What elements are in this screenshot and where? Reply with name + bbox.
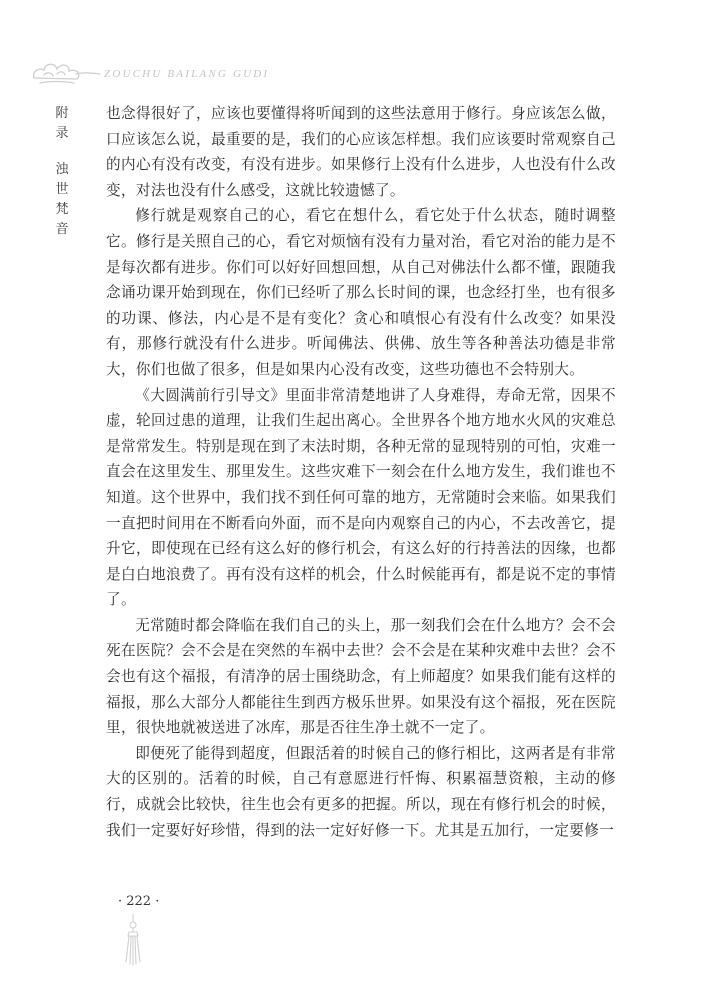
section-side-label [52,104,72,240]
page-footer [118,890,198,970]
page-number: · 222 · [118,894,160,909]
running-header [30,56,330,96]
paragraph: 无常随时都会降临在我们自己的头上，那一刻我们会在什么地方？会不会死在医院？会不会是在突然的车祸中去世？会不会是在某种灾难中去世？会不会也有这个福报，有清净的居士围绕助念，有上师超度？如果我们能有这样的福报，那么大部分人都能往生到西方极乐世界。如果没有这个福报，死在医院里，很快地就被送进了冰库，那是否往生净土就不一定了。 [106,616,616,737]
tassel-ornament-icon [122,914,144,966]
side-label-char: 世 [55,182,69,197]
paragraph: 修行就是观察自己的心，看它在想什么，看它处于什么状态，随时调整它。修行是关照自己的心，看它对烦恼有没有力量对治，看它对治的能力是不是每次都有进步。你们可以好好回想回想，从自己对佛法什么都不懂，跟随我念诵功课开始到现在，你们已经听了那么长时间的课，也念经打坐，也有很多的功课、修法，内心是不是有变化？贪心和嗔恨心有没有什么改变？如果没有，那修行就没有什么进步。听闻佛法、供佛、放生等各种善法功德是非常大，你们也做了很多，但是如果内心没有改变，这些功德也不会特别大。 [106,207,616,378]
side-label-char: 梵 [55,202,69,217]
paragraph: 《大圆满前行引导文》里面非常清楚地讲了人身难得，寿命无常，因果不虚，轮回过患的道理，让我们生起出离心。全世界各个地方地水火风的灾难总是常常发生。特别是现在到了末法时期，各种无常的显现特别的可怕，灾难一直会在这里发生、那里发生。这些灾难下一刻会在什么地方发生，我们谁也不知道。这个世界中，我们找不到任何可靠的地方，无常随时会来临。如果我们一直把时间用在不断看向外面，而不是向内观察自己的内心，不去改善它，提升它，即使现在已经有这么好的修行机会，有这么好的行持善法的因缘，也都是白白地浪费了。再有没有这样的机会，什么时候能再有，都是说不定的事情了。 [106,386,616,609]
body-text [106,101,616,843]
side-label-char: 附 [55,106,69,121]
cloud-ornament-icon [30,56,102,88]
side-label-char: 音 [55,222,69,237]
section-label-title [52,160,72,240]
side-label-char: 浊 [55,162,69,177]
paragraph: 也念得很好了，应该也要懂得将听闻到的这些法意用于修行。身应该怎么做，口应该怎么说，最重要的是，我们的心应该怎样想。我们应该要时常观察自己的内心有没有改变，有没有进步。如果修行上没有什么进步，人也没有什么改变，对法也没有什么感受，这就比较遗憾了。 [106,105,616,199]
section-label-appendix [52,104,72,144]
header-title: ZOUCHU BAILANG GUDI [104,68,270,80]
paragraph: 即便死了能得到超度，但跟活着的时候自己的修行相比，这两者是有非常大的区别的。活着的时候，自己有意愿进行忏悔、积累福慧资粮，主动的修行，成就会比较快，往生也会有更多的把握。所以，现在有修行机会的时候，我们一定要好好珍惜，得到的法一定好好修一下。尤其是五加行，一定要修一 [106,744,616,839]
side-label-char: 录 [55,126,69,141]
